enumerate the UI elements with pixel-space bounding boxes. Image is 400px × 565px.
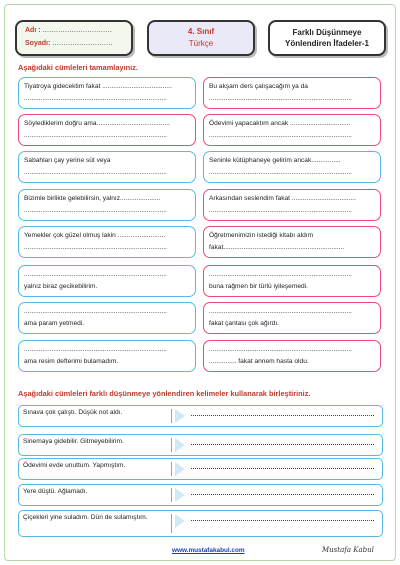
- completion-line: Ödevimi yapacaktım ancak .................................: [209, 120, 351, 127]
- answer-line[interactable]: [191, 415, 374, 416]
- row-divider: [171, 462, 172, 476]
- arrow-pointer-icon: [175, 409, 185, 423]
- name-field[interactable]: ...............................: [42, 27, 113, 34]
- answer-line[interactable]: [191, 444, 374, 445]
- completion-box[interactable]: [203, 340, 381, 372]
- answer-line[interactable]: [191, 520, 374, 521]
- completion-box[interactable]: [203, 189, 381, 221]
- completion-box[interactable]: [18, 189, 196, 221]
- combine-row: [18, 458, 383, 480]
- student-info-box: [15, 20, 133, 56]
- completion-line: fakat çantası çok ağırdı.: [209, 320, 280, 327]
- completion-line: ..............................................................................: [24, 95, 167, 102]
- combine-row: [18, 510, 383, 537]
- completion-line: Söylediklerim doğru ama........................................: [24, 120, 170, 127]
- completion-box[interactable]: [18, 265, 196, 297]
- completion-line: ..............................................................................: [24, 271, 167, 278]
- completion-line: Bizimle birlikte gelebilirsin, yalnız......................: [24, 195, 161, 202]
- grade-subject-box: [147, 20, 255, 56]
- surname-row: [25, 40, 113, 47]
- completion-line: Arkasından seslendim fakat ...................................: [209, 195, 356, 202]
- arrow-pointer-icon: [175, 438, 185, 452]
- topic-line-2: Yönlendiren İfadeler-1: [284, 39, 370, 48]
- completion-box[interactable]: [18, 226, 196, 258]
- name-label: Adı :: [25, 27, 41, 34]
- grade-label: 4. Sınıf: [187, 27, 215, 36]
- completion-line: ..............................................................................: [24, 308, 167, 315]
- completion-box[interactable]: [18, 77, 196, 109]
- completion-line: ama param yetmedi.: [24, 320, 85, 327]
- completion-box[interactable]: [203, 77, 381, 109]
- name-row: [25, 27, 112, 34]
- completion-box[interactable]: [18, 302, 196, 334]
- completion-line: Sabahları çay yerine süt veya: [24, 157, 111, 164]
- combine-sentence: Sinemaya gidebilir. Gitmeyebilirim.: [23, 438, 124, 445]
- answer-line[interactable]: [191, 494, 374, 495]
- answer-line[interactable]: [191, 468, 374, 469]
- completion-line: ..............................................................................: [24, 207, 167, 214]
- row-divider: [171, 514, 172, 533]
- footer-website-link[interactable]: www.mustafakabul.com: [172, 547, 245, 554]
- completion-box[interactable]: [18, 151, 196, 183]
- completion-line: ..............................................................................: [209, 308, 352, 315]
- combine-sentence: Çiçekleri yine suladım. Dün de sulamıştım.: [23, 514, 148, 521]
- row-divider: [171, 409, 172, 423]
- section1-title: Aşağıdaki cümleleri tamamlayınız.: [18, 63, 138, 72]
- completion-box[interactable]: [203, 265, 381, 297]
- completion-box[interactable]: [18, 340, 196, 372]
- completion-line: Öğretmenimizin istediği kitabı aldım: [209, 232, 314, 239]
- completion-line: Tiyatroya gidecektim fakat ......................................: [24, 83, 172, 90]
- completion-line: buna rağmen bir türlü iyileşemedi.: [209, 283, 308, 290]
- completion-line: Yemekler çok güzel olmuş lakin ..........................: [24, 232, 166, 239]
- completion-box[interactable]: [203, 302, 381, 334]
- completion-line: ama resim defterimi bulamadım.: [24, 358, 119, 365]
- combine-sentence: Ödevimi evde unuttum. Yapmıştım.: [23, 462, 126, 469]
- completion-line: ..............................................................................: [24, 346, 167, 353]
- section2-title: Aşağıdaki cümleleri farklı düşünmeye yönlendiren kelimeler kullanarak birleştiriniz.: [18, 389, 311, 398]
- topic-box: [268, 20, 386, 56]
- completion-box[interactable]: [203, 151, 381, 183]
- surname-field[interactable]: ...........................: [52, 40, 113, 47]
- completion-line: ..............................................................................: [209, 207, 352, 214]
- row-divider: [171, 488, 172, 502]
- completion-box[interactable]: [203, 114, 381, 146]
- completion-line: Seninle kütüphaneye gelirim ancak................: [209, 157, 341, 164]
- completion-line: ..............................................................................: [209, 346, 352, 353]
- surname-label: Soyadı:: [25, 40, 51, 47]
- completion-line: ............... fakat annem hasta oldu.: [209, 358, 309, 365]
- arrow-pointer-icon: [175, 488, 185, 502]
- subject-label: Türkçe: [188, 39, 214, 48]
- combine-sentence: Yere düştü. Ağlamadı.: [23, 488, 88, 495]
- completion-line: yalnız biraz gecikebilirim.: [24, 283, 98, 290]
- completion-line: ..............................................................................: [209, 132, 352, 139]
- completion-line: ..............................................................................: [24, 132, 167, 139]
- combine-row: [18, 484, 383, 506]
- completion-line: ..............................................................................: [209, 271, 352, 278]
- combine-row: [18, 405, 383, 427]
- topic-line-1: Farklı Düşünmeye: [292, 28, 362, 37]
- combine-sentence: Sınava çok çalıştı. Düşük not aldı.: [23, 409, 123, 416]
- footer-signature: Mustafa Kabul: [322, 546, 374, 554]
- completion-line: Bu akşam ders çalışacağım ya da: [209, 83, 308, 90]
- combine-row: [18, 434, 383, 456]
- completion-line: fakat..................................................................: [209, 244, 345, 251]
- arrow-pointer-icon: [175, 462, 185, 476]
- completion-line: ..............................................................................: [209, 169, 352, 176]
- completion-line: ..............................................................................: [24, 244, 167, 251]
- arrow-pointer-icon: [175, 514, 185, 528]
- completion-line: ..............................................................................: [209, 95, 352, 102]
- completion-box[interactable]: [18, 114, 196, 146]
- row-divider: [171, 438, 172, 452]
- completion-line: ..............................................................................: [24, 169, 167, 176]
- completion-box[interactable]: [203, 226, 381, 258]
